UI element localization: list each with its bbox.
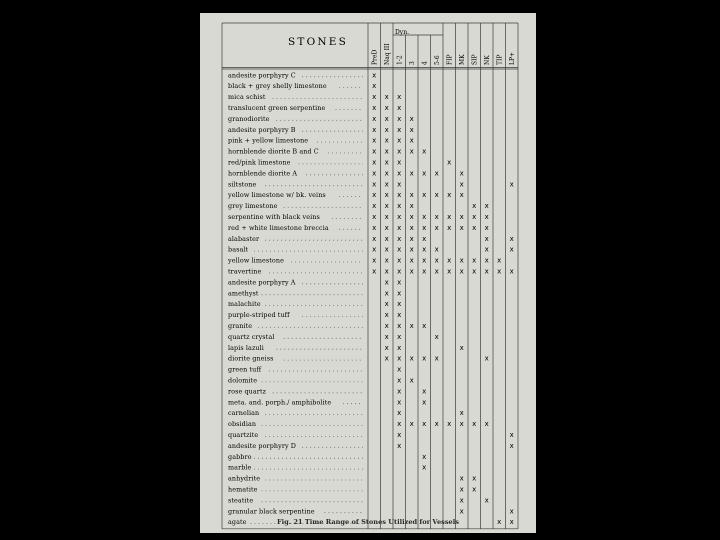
presence-mark: x bbox=[384, 213, 389, 221]
presence-mark: x bbox=[372, 267, 377, 276]
stone-time-range-table bbox=[200, 13, 536, 533]
presence-mark: x bbox=[397, 354, 402, 363]
presence-mark: x bbox=[434, 354, 439, 363]
figure-caption: Fig. 21 Time Range of Stones Utilized for Vessels bbox=[277, 518, 459, 526]
stone-name: translucent green serpentine bbox=[228, 104, 326, 112]
presence-mark: x bbox=[397, 409, 402, 418]
presence-mark: x bbox=[384, 267, 389, 276]
presence-mark: x bbox=[397, 332, 402, 341]
presence-mark: x bbox=[509, 518, 514, 527]
table-row bbox=[228, 104, 401, 112]
stone-name: quartz crystal bbox=[228, 332, 275, 341]
table-row bbox=[228, 71, 376, 79]
presence-mark: x bbox=[397, 180, 402, 189]
presence-mark: x bbox=[447, 420, 452, 429]
stone-name: anhydrite bbox=[228, 474, 261, 483]
table-row bbox=[228, 300, 401, 308]
presence-mark: x bbox=[409, 169, 414, 178]
presence-mark: x bbox=[372, 202, 377, 211]
table-row bbox=[228, 224, 489, 232]
presence-mark: x bbox=[397, 398, 402, 407]
stone-name: yellow limestone bbox=[228, 256, 284, 265]
presence-mark: x bbox=[434, 332, 439, 341]
presence-mark: x bbox=[497, 256, 502, 265]
presence-mark: x bbox=[372, 93, 377, 102]
presence-mark: x bbox=[384, 114, 389, 123]
presence-mark: x bbox=[459, 213, 464, 221]
presence-mark: x bbox=[384, 278, 389, 287]
presence-mark: x bbox=[422, 213, 427, 221]
presence-mark: x bbox=[434, 191, 439, 200]
presence-mark: x bbox=[409, 202, 414, 211]
presence-mark: x bbox=[372, 213, 377, 221]
column-header: NK bbox=[483, 55, 491, 65]
presence-mark: x bbox=[484, 256, 489, 265]
stone-name: red + white limestone breccia bbox=[228, 223, 329, 232]
presence-mark: x bbox=[509, 507, 514, 516]
presence-mark: x bbox=[384, 104, 389, 112]
presence-mark: x bbox=[484, 202, 489, 211]
presence-mark: x bbox=[397, 136, 402, 145]
presence-mark: x bbox=[384, 191, 389, 200]
presence-mark: x bbox=[484, 213, 489, 221]
table-row bbox=[228, 169, 464, 177]
presence-mark: x bbox=[447, 256, 452, 265]
presence-mark: x bbox=[459, 180, 464, 189]
presence-mark: x bbox=[372, 147, 377, 156]
stone-name: serpentine with black veins bbox=[228, 213, 320, 221]
table-row bbox=[228, 180, 514, 188]
column-header: LP+ bbox=[508, 51, 516, 65]
presence-mark: x bbox=[397, 234, 402, 243]
column-header: TIP bbox=[496, 54, 504, 65]
presence-mark: x bbox=[472, 256, 477, 265]
column-header: 4 bbox=[421, 61, 429, 65]
presence-mark: x bbox=[384, 245, 389, 254]
presence-mark: x bbox=[484, 245, 489, 254]
presence-mark: x bbox=[397, 267, 402, 276]
stone-name: meta. and. porph./ amphibolite bbox=[228, 398, 332, 407]
table-row bbox=[228, 409, 464, 417]
presence-mark: x bbox=[397, 202, 402, 211]
table-body bbox=[227, 71, 514, 526]
presence-mark: x bbox=[372, 223, 377, 232]
table-row bbox=[228, 377, 414, 385]
stone-name: hornblende diorite B and C bbox=[228, 147, 319, 156]
presence-mark: x bbox=[409, 114, 414, 123]
stone-name: quartzite bbox=[228, 431, 259, 439]
stone-name: grey limestone bbox=[228, 202, 278, 211]
presence-mark: x bbox=[372, 180, 377, 189]
presence-mark: x bbox=[372, 125, 377, 134]
presence-mark: x bbox=[472, 213, 477, 221]
presence-mark: x bbox=[397, 158, 402, 167]
presence-mark: x bbox=[409, 256, 414, 265]
table-row bbox=[228, 137, 414, 145]
dyn-header: Dyn. bbox=[395, 29, 409, 36]
presence-mark: x bbox=[484, 496, 489, 505]
presence-mark: x bbox=[397, 93, 402, 102]
table-row bbox=[227, 257, 501, 265]
stone-name: andesite porphyry A bbox=[228, 278, 296, 287]
column-header: MK bbox=[458, 54, 466, 65]
presence-mark: x bbox=[422, 169, 427, 178]
column-header: 1-2 bbox=[396, 55, 404, 65]
presence-mark: x bbox=[409, 234, 414, 243]
stone-name: purple-striped tuff bbox=[228, 311, 290, 320]
presence-mark: x bbox=[459, 343, 464, 352]
table-row bbox=[228, 387, 426, 395]
table-row bbox=[228, 148, 426, 156]
stone-name: hornblende diorite A bbox=[228, 169, 298, 178]
presence-mark: x bbox=[372, 82, 377, 91]
presence-mark: x bbox=[397, 191, 402, 200]
stone-name: yellow limestone w/ bk. veins bbox=[228, 191, 326, 200]
presence-mark: x bbox=[422, 322, 427, 330]
presence-mark: x bbox=[459, 409, 464, 418]
presence-mark: x bbox=[397, 223, 402, 232]
presence-mark: x bbox=[384, 311, 389, 320]
presence-mark: x bbox=[384, 300, 389, 309]
presence-mark: x bbox=[372, 104, 377, 112]
presence-mark: x bbox=[422, 354, 427, 363]
stone-name: hematite bbox=[228, 485, 258, 494]
column-header: SIP bbox=[471, 54, 479, 65]
table-row bbox=[228, 486, 476, 494]
presence-mark: x bbox=[459, 191, 464, 200]
presence-mark: x bbox=[372, 136, 377, 145]
stone-name: granodiorite bbox=[228, 114, 270, 123]
presence-mark: x bbox=[397, 311, 402, 320]
stone-name: mica schist bbox=[228, 93, 266, 102]
presence-mark: x bbox=[509, 431, 514, 439]
presence-mark: x bbox=[372, 191, 377, 200]
presence-mark: x bbox=[409, 376, 414, 385]
table-row bbox=[228, 126, 414, 134]
presence-mark: x bbox=[409, 245, 414, 254]
presence-mark: x bbox=[384, 322, 389, 330]
presence-mark: x bbox=[397, 256, 402, 265]
presence-mark: x bbox=[409, 191, 414, 200]
table-row bbox=[228, 366, 401, 374]
presence-mark: x bbox=[497, 267, 502, 276]
table-row bbox=[228, 278, 401, 286]
presence-mark: x bbox=[409, 420, 414, 429]
stone-name: travertine bbox=[228, 267, 262, 276]
presence-mark: x bbox=[384, 147, 389, 156]
presence-mark: x bbox=[422, 463, 427, 472]
stones-header: STONES bbox=[288, 36, 349, 48]
presence-mark: x bbox=[397, 420, 402, 429]
stone-name: black + grey shelly limestone bbox=[228, 82, 327, 91]
presence-mark: x bbox=[422, 452, 427, 461]
table-row bbox=[228, 464, 426, 472]
stone-name: rose quartz bbox=[228, 387, 267, 396]
stone-name: granular black serpentine bbox=[228, 507, 315, 516]
presence-mark: x bbox=[422, 420, 427, 429]
column-header: 3 bbox=[408, 61, 416, 65]
table-row bbox=[228, 475, 476, 483]
presence-mark: x bbox=[509, 180, 514, 189]
presence-mark: x bbox=[384, 169, 389, 178]
presence-mark: x bbox=[397, 441, 402, 450]
column-header: PreD bbox=[371, 49, 379, 65]
presence-mark: x bbox=[422, 147, 427, 156]
presence-mark: x bbox=[484, 354, 489, 363]
presence-mark: x bbox=[372, 169, 377, 178]
presence-mark: x bbox=[447, 267, 452, 276]
presence-mark: x bbox=[384, 158, 389, 167]
presence-mark: x bbox=[409, 136, 414, 145]
column-header: 5-6 bbox=[433, 55, 441, 65]
presence-mark: x bbox=[422, 223, 427, 232]
presence-mark: x bbox=[384, 289, 389, 298]
stone-name: granite bbox=[228, 322, 253, 330]
stone-name: diorite gneiss bbox=[228, 354, 274, 363]
stone-name: gabbro bbox=[228, 452, 252, 461]
presence-mark: x bbox=[459, 169, 464, 178]
stone-name: amethyst bbox=[228, 289, 259, 298]
presence-mark: x bbox=[384, 256, 389, 265]
stone-name: agate bbox=[228, 518, 247, 527]
presence-mark: x bbox=[472, 485, 477, 494]
presence-mark: x bbox=[397, 387, 402, 396]
presence-mark: x bbox=[509, 441, 514, 450]
presence-mark: x bbox=[459, 507, 464, 516]
presence-mark: x bbox=[447, 213, 452, 221]
stone-name: malachite bbox=[228, 300, 261, 309]
table-row bbox=[228, 82, 376, 90]
presence-mark: x bbox=[434, 245, 439, 254]
presence-mark: x bbox=[372, 114, 377, 123]
table-row bbox=[228, 507, 514, 515]
presence-mark: x bbox=[472, 420, 477, 429]
stone-name: alabaster bbox=[228, 234, 260, 243]
presence-mark: x bbox=[472, 202, 477, 211]
presence-mark: x bbox=[459, 496, 464, 505]
presence-mark: x bbox=[397, 431, 402, 439]
presence-mark: x bbox=[434, 267, 439, 276]
presence-mark: x bbox=[372, 158, 377, 167]
stone-name: andesite porphyry B bbox=[228, 125, 296, 134]
presence-mark: x bbox=[409, 213, 414, 221]
presence-mark: x bbox=[372, 71, 377, 80]
table-row bbox=[228, 442, 514, 450]
presence-mark: x bbox=[384, 93, 389, 102]
presence-mark: x bbox=[384, 343, 389, 352]
presence-mark: x bbox=[384, 202, 389, 211]
table-row bbox=[228, 213, 489, 221]
stone-name: lapis lazuli bbox=[228, 343, 264, 352]
stone-name: green tuff bbox=[228, 365, 262, 374]
column-header: FIP bbox=[446, 54, 454, 65]
table-row bbox=[228, 496, 489, 504]
presence-mark: x bbox=[397, 125, 402, 134]
presence-mark: x bbox=[422, 398, 427, 407]
table-row bbox=[228, 420, 489, 428]
table-row bbox=[228, 431, 514, 439]
stone-name: steatite bbox=[228, 496, 254, 505]
table-row bbox=[228, 355, 489, 363]
table-row bbox=[228, 289, 401, 297]
presence-mark: x bbox=[497, 518, 502, 527]
presence-mark: x bbox=[397, 245, 402, 254]
presence-mark: x bbox=[384, 180, 389, 189]
presence-mark: x bbox=[459, 256, 464, 265]
presence-mark: x bbox=[372, 256, 377, 265]
presence-mark: x bbox=[434, 256, 439, 265]
presence-mark: x bbox=[397, 104, 402, 112]
presence-mark: x bbox=[397, 322, 402, 330]
presence-mark: x bbox=[434, 223, 439, 232]
presence-mark: x bbox=[384, 354, 389, 363]
stone-name: siltstone bbox=[228, 180, 257, 189]
presence-mark: x bbox=[447, 191, 452, 200]
presence-mark: x bbox=[472, 223, 477, 232]
stone-name: dolomite bbox=[228, 376, 258, 385]
presence-mark: x bbox=[459, 420, 464, 429]
table-rules bbox=[222, 23, 518, 529]
presence-mark: x bbox=[397, 300, 402, 309]
presence-mark: x bbox=[397, 213, 402, 221]
presence-mark: x bbox=[397, 365, 402, 374]
table-row bbox=[228, 202, 489, 210]
presence-mark: x bbox=[384, 223, 389, 232]
presence-mark: x bbox=[434, 213, 439, 221]
table-row bbox=[228, 453, 426, 461]
presence-mark: x bbox=[422, 267, 427, 276]
presence-mark: x bbox=[422, 191, 427, 200]
stone-name: carnelian bbox=[228, 409, 260, 418]
presence-mark: x bbox=[397, 278, 402, 287]
presence-mark: x bbox=[484, 234, 489, 243]
table-row bbox=[228, 235, 514, 243]
presence-mark: x bbox=[472, 267, 477, 276]
presence-mark: x bbox=[409, 223, 414, 232]
table-row bbox=[228, 322, 426, 330]
presence-mark: x bbox=[509, 267, 514, 276]
table-row bbox=[228, 246, 514, 254]
presence-mark: x bbox=[397, 343, 402, 352]
table-row bbox=[228, 333, 439, 341]
table-row bbox=[228, 268, 514, 276]
presence-mark: x bbox=[459, 485, 464, 494]
stone-name: obsidian bbox=[228, 420, 257, 429]
presence-mark: x bbox=[459, 474, 464, 483]
presence-mark: x bbox=[384, 234, 389, 243]
book-page bbox=[200, 13, 536, 533]
presence-mark: x bbox=[384, 136, 389, 145]
presence-mark: x bbox=[484, 420, 489, 429]
presence-mark: x bbox=[409, 354, 414, 363]
stone-name: red/pink limestone bbox=[228, 158, 291, 167]
presence-mark: x bbox=[509, 245, 514, 254]
presence-mark: x bbox=[422, 234, 427, 243]
presence-mark: x bbox=[372, 234, 377, 243]
presence-mark: x bbox=[472, 474, 477, 483]
table-row bbox=[227, 191, 464, 199]
presence-mark: x bbox=[484, 223, 489, 232]
presence-mark: x bbox=[397, 376, 402, 385]
presence-mark: x bbox=[459, 267, 464, 276]
presence-mark: x bbox=[509, 234, 514, 243]
table-row bbox=[228, 115, 414, 123]
presence-mark: x bbox=[434, 420, 439, 429]
presence-mark: x bbox=[447, 223, 452, 232]
presence-mark: x bbox=[409, 147, 414, 156]
stone-name: andesite porphyry D bbox=[228, 441, 297, 450]
presence-mark: x bbox=[397, 289, 402, 298]
presence-mark: x bbox=[434, 169, 439, 178]
presence-mark: x bbox=[384, 125, 389, 134]
presence-mark: x bbox=[409, 267, 414, 276]
presence-mark: x bbox=[422, 387, 427, 396]
presence-mark: x bbox=[409, 125, 414, 134]
presence-mark: x bbox=[422, 256, 427, 265]
presence-mark: x bbox=[397, 169, 402, 178]
table-row bbox=[228, 398, 426, 406]
stone-name: andesite porphyry C bbox=[228, 71, 296, 80]
column-header: Naq III bbox=[383, 43, 391, 65]
presence-mark: x bbox=[384, 332, 389, 341]
table-row bbox=[228, 344, 464, 352]
table-row bbox=[228, 93, 401, 101]
presence-mark: x bbox=[422, 245, 427, 254]
table-row bbox=[228, 311, 401, 319]
presence-mark: x bbox=[409, 322, 414, 330]
presence-mark: x bbox=[397, 114, 402, 123]
presence-mark: x bbox=[397, 147, 402, 156]
presence-mark: x bbox=[459, 223, 464, 232]
presence-mark: x bbox=[447, 158, 452, 167]
stone-name: basalt bbox=[228, 245, 249, 254]
stone-name: marble bbox=[228, 463, 252, 472]
stone-name: pink + yellow limestone bbox=[228, 136, 309, 145]
presence-mark: x bbox=[372, 245, 377, 254]
presence-mark: x bbox=[484, 267, 489, 276]
